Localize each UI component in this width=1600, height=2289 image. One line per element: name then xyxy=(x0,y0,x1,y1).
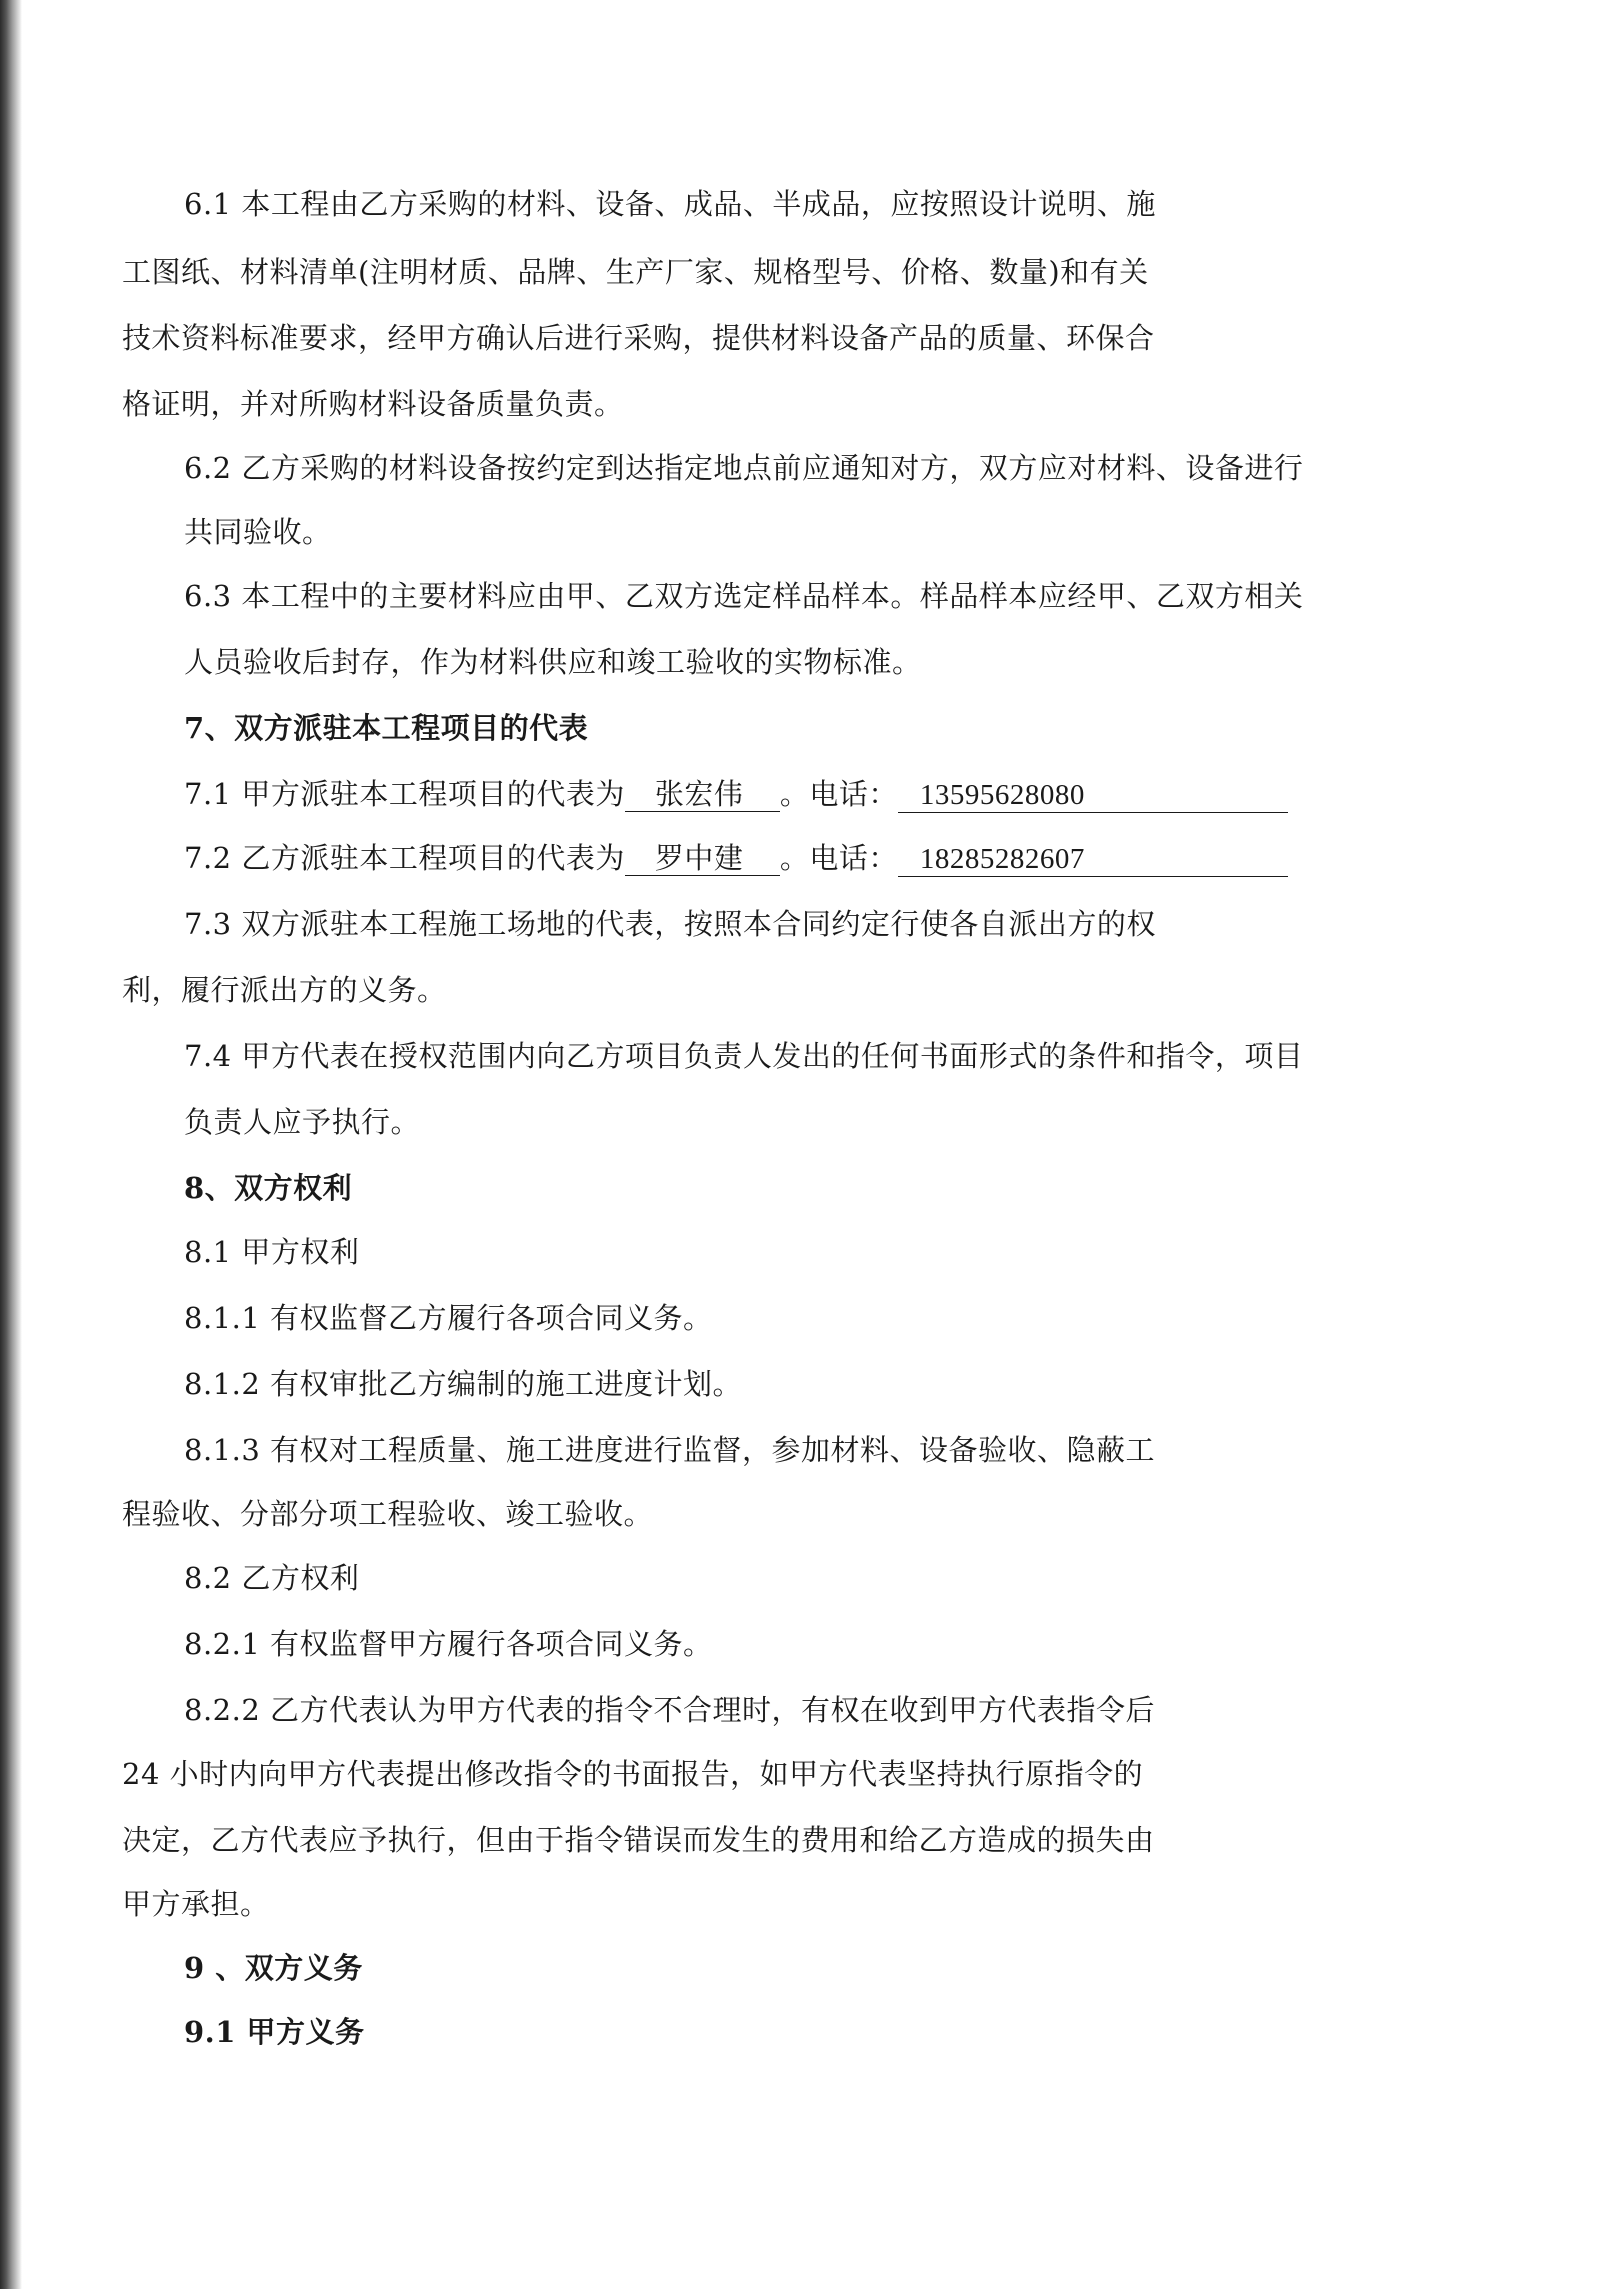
clause-6-1-line-4: 格证明，并对所购材料设备质量负责。 xyxy=(122,387,624,421)
clause-7-2-phone-label: 。电话： xyxy=(779,841,898,875)
clause-8-2-2-line-1: 8.2.2 乙方代表认为甲方代表的指令不合理时，有权在收到甲方代表指令后 xyxy=(184,1693,1156,1727)
clause-6-1-line-3: 技术资料标准要求，经甲方确认后进行采购，提供材料设备产品的质量、环保合 xyxy=(122,321,1155,355)
clause-8-2-1: 8.2.1 有权监督甲方履行各项合同义务。 xyxy=(184,1627,713,1661)
section-8-heading: 8、双方权利 xyxy=(184,1171,353,1205)
clause-8-1-heading: 8.1 甲方权利 xyxy=(184,1235,360,1269)
clause-7-3-line-2: 利，履行派出方的义务。 xyxy=(122,973,447,1007)
clause-7-1 xyxy=(184,774,1288,814)
clause-7-1-prefix: 7.1 甲方派驻本工程项目的代表为 xyxy=(184,777,625,811)
party-a-rep-name: 张宏伟 xyxy=(625,777,780,812)
clause-7-3-line-1: 7.3 双方派驻本工程施工场地的代表，按照本合同约定行使各自派出方的权 xyxy=(184,907,1156,941)
party-a-rep-phone: 13595628080 xyxy=(898,778,1288,813)
clause-6-2-line-1: 6.2 乙方采购的材料设备按约定到达指定地点前应通知对方，双方应对材料、设备进行 xyxy=(184,451,1304,485)
clause-8-1-2: 8.1.2 有权审批乙方编制的施工进度计划。 xyxy=(184,1367,743,1401)
clause-6-3-line-2: 人员验收后封存，作为材料供应和竣工验收的实物标准。 xyxy=(184,645,922,679)
clause-7-2-prefix: 7.2 乙方派驻本工程项目的代表为 xyxy=(184,841,625,875)
party-b-rep-phone: 18285282607 xyxy=(898,842,1288,877)
clause-6-2-line-2: 共同验收。 xyxy=(184,515,332,549)
clause-8-1-3-line-2: 程验收、分部分项工程验收、竣工验收。 xyxy=(122,1497,654,1531)
section-7-heading: 7、双方派驻本工程项目的代表 xyxy=(184,711,589,745)
clause-8-2-heading: 8.2 乙方权利 xyxy=(184,1561,360,1595)
clause-6-1-line-1: 6.1 本工程由乙方采购的材料、设备、成品、半成品，应按照设计说明、施 xyxy=(184,187,1156,221)
clause-9-1-heading: 9.1 甲方义务 xyxy=(184,2015,365,2049)
clause-8-1-1: 8.1.1 有权监督乙方履行各项合同义务。 xyxy=(184,1301,713,1335)
scan-edge xyxy=(0,0,22,2289)
clause-6-1-line-2: 工图纸、材料清单(注明材质、品牌、生产厂家、规格型号、价格、数量)和有关 xyxy=(122,255,1149,289)
clause-7-2 xyxy=(184,838,1288,878)
clause-7-4-line-1: 7.4 甲方代表在授权范围内向乙方项目负责人发出的任何书面形式的条件和指令，项目 xyxy=(184,1039,1304,1073)
clause-8-2-2-line-2: 24 小时内向甲方代表提出修改指令的书面报告，如甲方代表坚持执行原指令的 xyxy=(122,1757,1144,1791)
clause-6-3-line-1: 6.3 本工程中的主要材料应由甲、乙双方选定样品样本。样品样本应经甲、乙双方相关 xyxy=(184,579,1304,613)
section-9-heading: 9 、双方义务 xyxy=(184,1951,363,1985)
clause-7-1-phone-label: 。电话： xyxy=(779,777,898,811)
party-b-rep-name: 罗中建 xyxy=(625,841,780,876)
clause-8-2-2-line-4: 甲方承担。 xyxy=(122,1887,270,1921)
clause-7-4-line-2: 负责人应予执行。 xyxy=(184,1105,421,1139)
clause-8-2-2-line-3: 决定，乙方代表应予执行，但由于指令错误而发生的费用和给乙方造成的损失由 xyxy=(122,1823,1155,1857)
clause-8-1-3-line-1: 8.1.3 有权对工程质量、施工进度进行监督，参加材料、设备验收、隐蔽工 xyxy=(184,1433,1156,1467)
